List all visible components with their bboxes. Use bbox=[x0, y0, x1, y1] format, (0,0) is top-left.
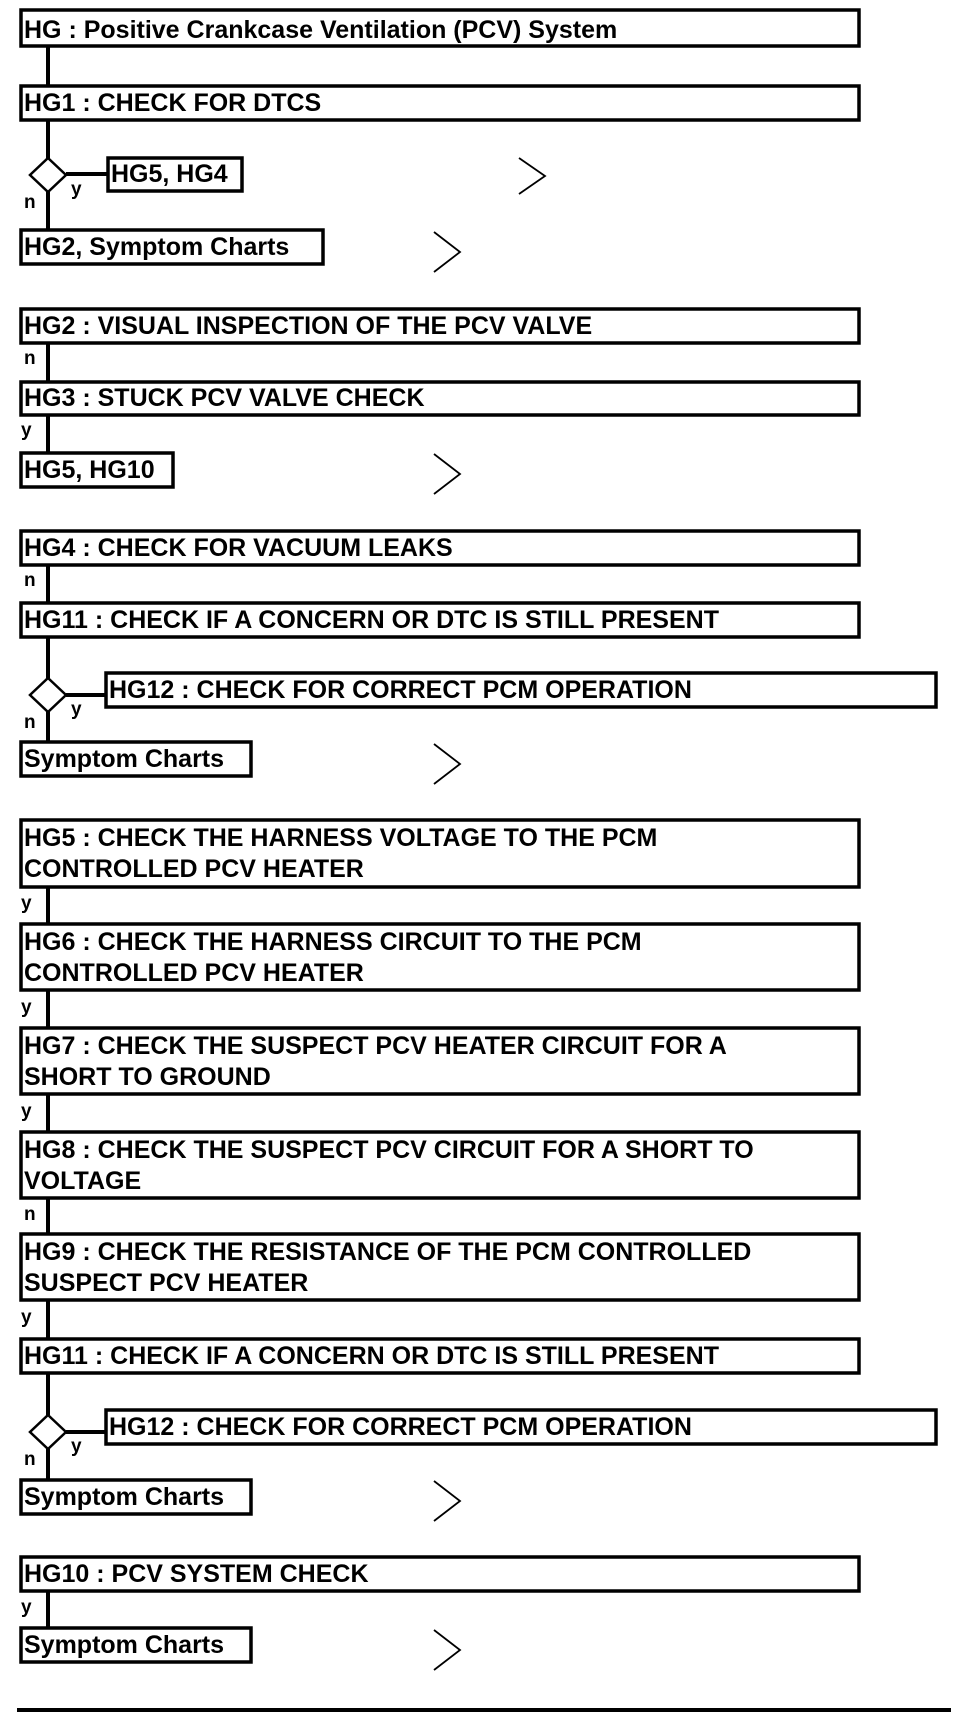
step-hg3-label: HG3 : STUCK PCV VALVE CHECK bbox=[24, 384, 425, 412]
step-hg11-label: HG11 : CHECK IF A CONCERN OR DTC IS STILL PRESENT bbox=[24, 606, 719, 634]
step-hg12-label: HG12 : CHECK FOR CORRECT PCM OPERATION bbox=[109, 1413, 692, 1441]
chevron-right-icon[interactable] bbox=[434, 1481, 460, 1521]
step-hg1-label: HG1 : CHECK FOR DTCS bbox=[24, 89, 322, 117]
branch-label-no: n bbox=[24, 1204, 36, 1225]
step-hg6-label-line2: CONTROLLED PCV HEATER bbox=[24, 959, 364, 987]
step-hg10-label: HG10 : PCV SYSTEM CHECK bbox=[24, 1560, 369, 1588]
step-hg5-label-line1: HG5 : CHECK THE HARNESS VOLTAGE TO THE PCM bbox=[24, 824, 658, 852]
step-hg9-label-line2: SUSPECT PCV HEATER bbox=[24, 1269, 309, 1297]
page-title: HG : Positive Crankcase Ventilation (PCV) System bbox=[24, 16, 618, 44]
branch-label-yes: y bbox=[71, 1436, 82, 1457]
decision-diamond-hg11 bbox=[30, 678, 66, 712]
step-hg12-label: HG12 : CHECK FOR CORRECT PCM OPERATION bbox=[109, 676, 692, 704]
step-symptom-charts-label: Symptom Charts bbox=[24, 1631, 225, 1659]
step-symptom-charts-label: Symptom Charts bbox=[24, 1483, 225, 1511]
step-symptom-charts-label: Symptom Charts bbox=[24, 745, 225, 773]
step-hg4-label: HG4 : CHECK FOR VACUUM LEAKS bbox=[24, 534, 453, 562]
step-hg2-label: HG2 : VISUAL INSPECTION OF THE PCV VALVE bbox=[24, 312, 593, 340]
step-hg11-label: HG11 : CHECK IF A CONCERN OR DTC IS STILL PRESENT bbox=[24, 1342, 719, 1370]
branch-label-yes: y bbox=[21, 420, 32, 441]
step-hg9-label-line1: HG9 : CHECK THE RESISTANCE OF THE PCM CONTROLLED bbox=[24, 1238, 752, 1266]
branch-label-yes: y bbox=[71, 179, 82, 200]
chevron-right-icon[interactable] bbox=[434, 1630, 460, 1670]
chevron-right-icon[interactable] bbox=[434, 744, 460, 784]
decision-diamond-hg1 bbox=[30, 158, 66, 192]
branch-label-no: n bbox=[24, 1449, 36, 1470]
branch-label-no: n bbox=[24, 570, 36, 591]
branch-label-no: n bbox=[24, 348, 36, 369]
step-hg8-label-line2: VOLTAGE bbox=[24, 1167, 142, 1195]
branch-label-no: n bbox=[24, 192, 36, 213]
chevron-right-icon[interactable] bbox=[434, 454, 460, 494]
decision-diamond-hg11 bbox=[30, 1415, 66, 1449]
branch-label-yes: y bbox=[21, 1597, 32, 1618]
branch-label-yes: y bbox=[21, 1101, 32, 1122]
branch-label-yes: y bbox=[71, 699, 82, 720]
step-hg1-no-label: HG2, Symptom Charts bbox=[24, 233, 290, 261]
step-hg1-yes-label: HG5, HG4 bbox=[111, 160, 228, 188]
chevron-right-icon[interactable] bbox=[519, 158, 545, 194]
branch-label-yes: y bbox=[21, 893, 32, 914]
branch-label-no: n bbox=[24, 712, 36, 733]
step-hg7-label-line2: SHORT TO GROUND bbox=[24, 1063, 271, 1091]
branch-label-yes: y bbox=[21, 1307, 32, 1328]
branch-label-yes: y bbox=[21, 997, 32, 1018]
step-hg8-label-line1: HG8 : CHECK THE SUSPECT PCV CIRCUIT FOR A SHORT TO bbox=[24, 1136, 754, 1164]
step-hg5-label-line2: CONTROLLED PCV HEATER bbox=[24, 855, 364, 883]
step-hg7-label-line1: HG7 : CHECK THE SUSPECT PCV HEATER CIRCUIT FOR A bbox=[24, 1032, 727, 1060]
chevron-right-icon[interactable] bbox=[434, 232, 460, 272]
step-hg3-yes-label: HG5, HG10 bbox=[24, 456, 155, 484]
step-hg6-label-line1: HG6 : CHECK THE HARNESS CIRCUIT TO THE PCM bbox=[24, 928, 642, 956]
